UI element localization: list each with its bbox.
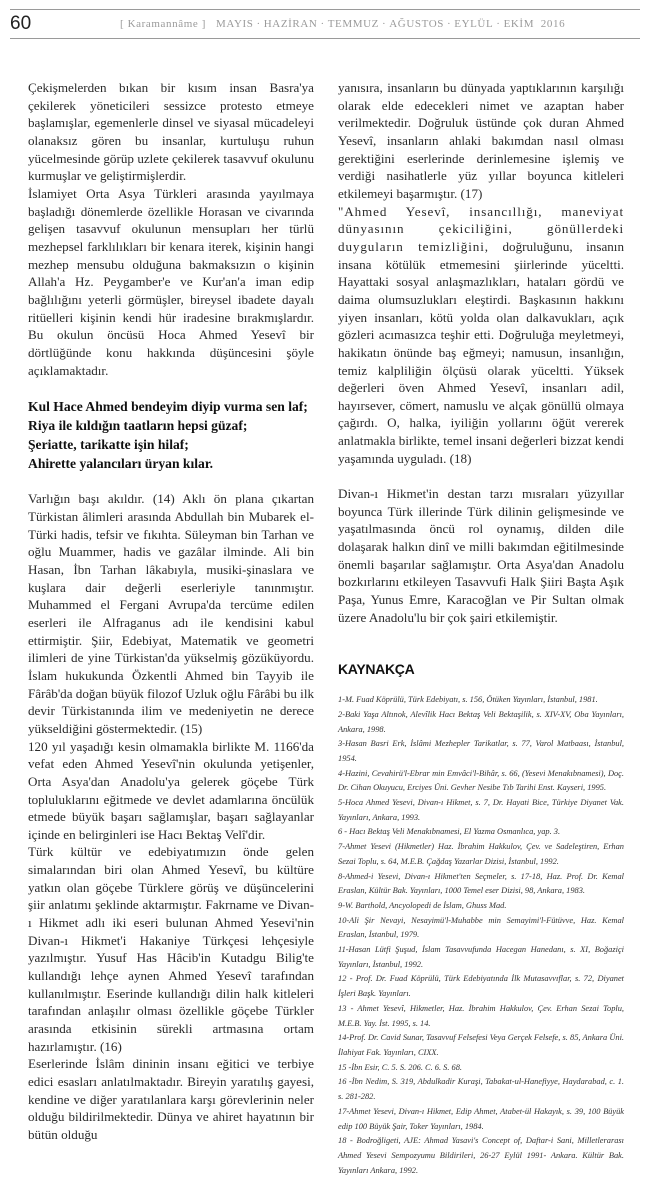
reference-item: 15 -İbn Esir, C. 5. S. 206. C. 6. S. 68. [338, 1062, 462, 1072]
spacer [28, 379, 314, 397]
paragraph: Varlığın başı akıldır. (14) Aklı ön plana çıkartan Türkistan âlimleri arasında Abdullah bin Mubarek el-Türki hadis, tefsir ve fıkıhta. Süleyman bin Tarhan ve oğlu Muammer, hadis ve gazâlar ilminde. Ali bin Hasan, İbn Tarhan lâkabıyla, musiki-şinaslara ve kuşlara dair değerli eserleriyle tanınmıştır. Muhammed el Fergani Avrupa'da tercüme edilen eserleri ile Alfraganus adı ile kendisini kabul ettirmiştir. Şiir, Edebiyat, Matematik ve geometri ilimleri de yine Türkistan'da yükselmiş gözüküyordu. İslam hukukunda Özkentli Ahmed bin Tayyib ile Fârâb'da doğan büyük filozof Uzluk oğlu Fârâbi bu ilk devir Türkistanında ilim ve medeniyetin ne derece yükseldiğini göstermektedir. (15) [28, 491, 314, 736]
reference-item: 7-Ahmet Yesevi (Hikmetler) Haz. İbrahim Hakkulov, Çev. ve Sadeleştiren, Erhan Sezai Toplu, s. 64, M.E.B. Çağdaş Yazarlar Dizisi, İstanbul, 1992. [338, 842, 624, 866]
verse-line: Kul Hace Ahmed bendeyim diyip vurma sen laf; [28, 398, 308, 414]
quote-rest: doğruluğunu, insanın insana kötülük etmemesini şiirlerinde yüceltti. Hayattaki sosyal anlaşmazlıkları, hataları gördü ve daima olumsuzlukları eleştirdi. Başkasının hakkını yiyen insanları, kötü yolda olan dalkavukları, açık gözleri acımasızca teşhir etti. Doğruluğa meyletmeyi, hakikatın önünde baş eğmeyi; namusun, insanlığın, temiz kalpliliğin ölçüsü olarak yüceltti. Yüksek değerleri öven Ahmed Yesevî, insanları adil, hayırsever, cömert, namuslu ve alçak gönüllü olmaya çağırdı. O, halka, iyiliğin yollarını öğüt vererek anlatmakla birlikte, temel insani değerleri bizzat kendi yaşamında uyguladı. (18) [338, 238, 624, 466]
reference-item: 3-Hasan Basri Erk, İslâmi Mezhepler Tarikatlar, s. 77, Varol Matbaası, İstanbul, 1954. [338, 739, 624, 763]
references-list [338, 693, 624, 1178]
reference-item: 4-Hazini, Cevahirü'l-Ebrar min Emvâci'l-Bihâr, s. 66, (Yesevi Menakıbnamesi), Doç. Dr. Cihan Okuyucu, Erciyes Üni. Gevher Nesibe Tıb Tarihi Enst. Kayseri, 1995. [338, 768, 624, 793]
quote-paragraph [338, 203, 624, 468]
references-heading: KAYNAKÇA [338, 661, 415, 678]
verse-line: Şeriatte, tarikatte işin hilaf; [28, 436, 189, 452]
reference-item: 8-Ahmed-i Yesevi, Divan-ı Hikmet'ten Seçmeler, s. 17-18, Haz. Prof. Dr. Kemal Eraslan, Kültür Bak. Yayınları, 1000 Temel eser Dizisi, 98, Ankara, 1983. [338, 871, 624, 896]
header-top-rule [10, 9, 640, 10]
issue-month: MAYIS [216, 18, 254, 30]
verse-line: Ahirette yalancıları üryan kılar. [28, 455, 214, 471]
reference-item: 6 - Hacı Bektaş Veli Menakıbnamesi, El Yazma Osmanlıca, yap. 3. [338, 827, 561, 837]
reference-item: 14-Prof. Dr. Cavid Sunar, Tasavvuf Felsefesi Veya Gerçek Felsefe, s. 85, Ankara Üni. İlahiyat Fak. Yayınları, CIXX. [338, 1033, 624, 1057]
verse-line: Riya ile kıldığın taatların hepsi güzaf; [28, 417, 248, 433]
separator: · [381, 18, 387, 30]
right-column [338, 79, 624, 1178]
reference-item: 1-M. Fuad Köprülü, Türk Edebiyatı, s. 156, Ötüken Yayınları, İstanbul, 1981. [338, 695, 598, 705]
issue-year: 2016 [540, 18, 566, 30]
issue-month: EYLÜL [454, 18, 494, 30]
spacer [338, 626, 624, 644]
spacer [338, 679, 624, 693]
spacer [28, 473, 314, 491]
paragraph: Türk kültür ve edebiyatımızın önde gelen simalarından biri olan Ahmed Yesevî, bu kültüre yatkın olan göçebe Türklere görüş ve düşüncelerini şiir anlatımı şeklinde aktarmıştır. Fakrname ve Divan-ı Hikmet adlı iki eseri bulunan Ahmed Yesevi'nin Divan-ı Hikmet'i Hakaniye Türkçesi lehçesiyle yazılmıştır. Yusuf Has Hâcib'in Kutadgu Bilig'te kullandığı lehçe aynen Ahmed Yesevî tarafından kullanılmıştır. Eserinde kullandığı dilin halk kitleleri tarafından anlaşılır olması özellikle göçebe Türkler arasında etkisinin sürekli artmasına ortam hazırlamıştır. (16) [28, 844, 314, 1054]
verse-quatrain [28, 397, 314, 473]
reference-item: 9-W. Barthold, Ancyolopedi de İslam, Ghuss Mad. [338, 900, 507, 910]
issue-month: AĞUSTOS [389, 18, 444, 30]
journal-name: [ Karamannâme ] [120, 18, 206, 30]
separator: · [496, 18, 501, 30]
paragraph: Divan-ı Hikmet'in destan tarzı mısraları yüzyıllar boyunca Türk illerinde Türk dilinin gelişmesinde ve yaşatılmasında öncü rol oynamış, dilden dile dolaşarak halkın dinî ve milli bakımdan eğitilmesinde önemli başarılar sağlamıştır. Orta Asya'dan Anadolu bozkırlarını etkileyen Tasavvufi Halk Şiiri Başta Aşık Paşa, Yunus Emre, Karacoğlan ve Pir Sultan olmak üzere Anadolu'lu bir çok şairi etkilemiştir. [338, 486, 624, 625]
paragraph: İslamiyet Orta Asya Türkleri arasında yayılmaya başladığı dönemlerde özellikle Horasan ve civarında gelişen tasavvuf okulunun mensupları her türlü mezhepsel farklılıkları bir kenara iterek, kişinin hangi mezhep mensubu olduğuna bakmaksızın o kişinin Allah'a Hz. Peygamber'e ve Kur'an'a iman edip bağlılığını yeterli görmüşler, bireysel ibadete dayalı ritüelleri kişinin kendi hür iradesine bırakmışlardır. Bu okulun öncüsü Hoca Ahmed Yesevî bir dörtlüğünde konu hakkında düşüncesini şöyle açıklamaktadır. [28, 185, 314, 378]
issue-month: TEMMUZ [327, 18, 379, 30]
reference-item: 13 - Ahmet Yesevî, Hikmetler, Haz. İbrahim Hakkulov, Çev. Erhan Sezai Toplu, M.E.B. Yay. İst. 1995, s. 14. [338, 1003, 624, 1028]
reference-item: 12 - Prof. Dr. Fuad Köprülü, Türk Edebiyatında İlk Mutasavvıflar, s. 72, Diyanet İşleri Başk. Yayınları. [338, 974, 624, 999]
reference-item: 2-Baki Yaşa Altınok, Alevîlik Hacı Bektaş Veli Bektaşilik, s. XIV-XV, Oba Yayınları, Ankara, 1998. [338, 709, 624, 734]
reference-item: 5-Hoca Ahmed Yesevi, Divan-ı Hikmet, s. 7, Dr. Hayati Bice, Türkiye Diyanet Vak. Yayınları, Ankara, 1993. [338, 798, 624, 822]
reference-item: 18 - Bodroğligeti, AJE: Ahmad Yasavi's Concept of, Daftar-i Sani, Milletlerarası Ahmed Yesevi Sempozyumu Bildirileri, 26-27 Eylül 1991- Ankara. Kültür Bak. Yayınları Ankara, 1992. [338, 1136, 624, 1175]
header-bottom-rule [10, 38, 640, 39]
issue-month: HAZİRAN [263, 18, 318, 30]
paragraph: Çekişmelerden bıkan bir kısım insan Basra'ya çekilerek yöneticileri sessizce protesto etmeye başlamışlar, egemenlerle dinsel ve siyasal mücadeleyi olanaksız gören bu insanlar, kurtuluşu ruhun yücelmesinde görüp uzlete çekilerek tasavvuf okulunu kurmuşlar ve geliştirmişlerdir. [28, 80, 314, 184]
paragraph: 120 yıl yaşadığı kesin olmamakla birlikte M. 1166'da vefat eden Ahmed Yesevî'nin okulunda yetişenler, Orta Asya'dan Anadolu'ya gelerek göçebe Türk topluluklarını eğitmede ve devlet adamlarına öncülük etmede büyük başarı sağlamışlar, başarı sağlayanlar içinde en belirginleri ise Hacı Bektaş Velî'dir. [28, 738, 314, 842]
reference-item: 10-Ali Şir Nevayi, Nesayimü'l-Muhabbe min Semayimi'l-Fütüvve, Haz. Kemal Eraslan, İstanbul, 1979. [338, 915, 624, 940]
left-column [28, 79, 314, 1144]
separator: · [320, 18, 325, 30]
reference-item: 11-Hasan Lütfi Şuşud, İslam Tasavvufunda Hacegan Hanedanı, s. XI, Boğaziçi Yayınları, İstanbul, 1992. [338, 945, 624, 969]
quote-lead: "Ahmed Yesevî, insancıllığı, maneviyat dünyasının çekiciliğini, gönüllerdeki duyguların temizliğini, [338, 203, 624, 254]
page-number: 60 [10, 13, 32, 34]
issue-month: EKİM [503, 18, 535, 30]
separator: · [256, 18, 261, 30]
running-header [120, 17, 565, 31]
paragraph: yanısıra, insanların bu dünyada yaptıklarının karşılığı olarak elde edecekleri nimet ve azaptan haber verilmektedir. Doğruluk üstünde çok duran Ahmed Yesevî, insanların ahlaki bakımdan nasıl olması gerektiğini eserlerinde derinlemesine işlemiş ve verdiği nasihatlerle yüz yıllar boyunca kitleleri etkilemeyi başarmıştır. (17) [338, 80, 624, 201]
reference-item: 16 -İbn Nedim, S. 319, Abdulkadir Kuraşi, Tabakat-ul-Hanefiyye, Haydarabad, c. 1. s. 281-282. [338, 1077, 624, 1102]
spacer [338, 644, 624, 662]
separator: · [446, 18, 452, 30]
spacer [338, 467, 624, 485]
paragraph: Eserlerinde İslâm dininin insanı eğitici ve terbiye edici esasları anlatılmaktadır. Bireyin yaratılış gayesi, kendine ve diğer yaratılanlara karşı görevlerinin neler olduğu bildirilmektedir. Dünya ve ahiret hayatının bir bütün olduğu [28, 1056, 314, 1142]
reference-item: 17-Ahmet Yesevi, Divan-ı Hikmet, Edip Ahmet, Atabet-ül Hakayık, s. 39, 100 Büyük edip 100 Büyük Şair, Toker Yayınları, 1984. [338, 1106, 624, 1131]
